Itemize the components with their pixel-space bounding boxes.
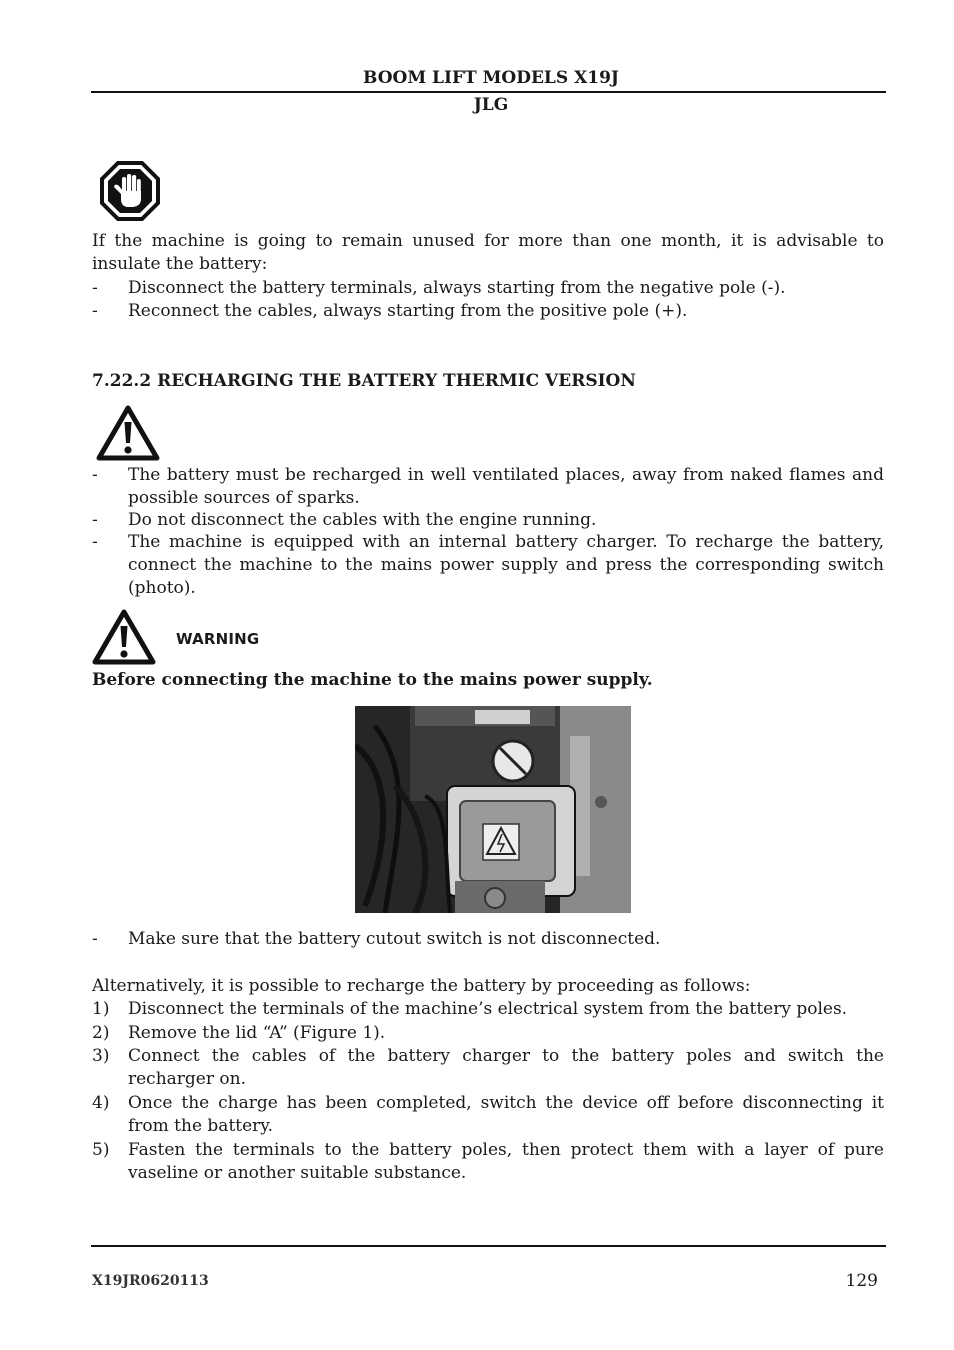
list-item-text: Make sure that the battery cutout switch is not disconnected.	[128, 929, 661, 949]
step-number: 1)	[92, 999, 110, 1019]
intro-paragraph: If the machine is going to remain unused for more than one month, it is advisable to insulate the battery:	[92, 231, 884, 274]
step-number: 2)	[92, 1023, 110, 1043]
charger-socket-illustration	[355, 706, 631, 913]
list-marker: -	[92, 510, 98, 530]
document-code: X19JR0620113	[92, 1273, 209, 1289]
header-subtitle: JLG	[473, 95, 509, 115]
caution-triangle-icon	[96, 405, 160, 461]
step-text: Once the charge has been completed, switch the device off before disconnecting it from the battery.	[128, 1093, 884, 1136]
warning-triangle-icon	[92, 609, 156, 665]
list-marker: -	[92, 301, 98, 321]
alternative-intro: Alternatively, it is possible to recharge the battery by proceeding as follows:	[92, 976, 751, 996]
warning-label: WARNING	[176, 630, 260, 648]
section-heading: 7.22.2 RECHARGING THE BATTERY THERMIC VERSION	[92, 371, 636, 391]
warning-text: Before connecting the machine to the mains power supply.	[92, 670, 653, 690]
header-title: BOOM LIFT MODELS X19J	[363, 68, 619, 88]
step-text: Remove the lid “A” (Figure 1).	[128, 1023, 386, 1043]
step-text: Fasten the terminals to the battery poles, then protect them with a layer of pure vaseline or another suitable substance.	[128, 1140, 884, 1183]
list-item-text: Do not disconnect the cables with the engine running.	[128, 510, 597, 530]
step-text: Connect the cables of the battery charger to the battery poles and switch the recharger on.	[128, 1046, 884, 1089]
step-number: 5)	[92, 1140, 110, 1160]
list-marker: -	[92, 278, 98, 298]
list-item-text: The battery must be recharged in well ventilated places, away from naked flames and possible sources of sparks.	[128, 465, 884, 508]
step-number: 4)	[92, 1093, 110, 1113]
list-marker: -	[92, 929, 98, 949]
list-marker: -	[92, 532, 98, 552]
page-number: 129	[845, 1271, 878, 1291]
charger-socket-photo	[355, 706, 631, 913]
stop-hand-icon	[100, 161, 160, 221]
list-marker: -	[92, 465, 98, 485]
step-number: 3)	[92, 1046, 110, 1066]
step-text: Disconnect the terminals of the machine’s electrical system from the battery poles.	[128, 999, 848, 1019]
list-item-text: Reconnect the cables, always starting from the positive pole (+).	[128, 301, 688, 321]
header-rule	[91, 91, 886, 93]
footer-rule	[91, 1245, 886, 1247]
list-item-text: The machine is equipped with an internal battery charger. To recharge the battery, connect the machine to the mains power supply and press the corresponding switch (photo).	[128, 532, 884, 598]
list-item-text: Disconnect the battery terminals, always starting from the negative pole (-).	[128, 278, 786, 298]
